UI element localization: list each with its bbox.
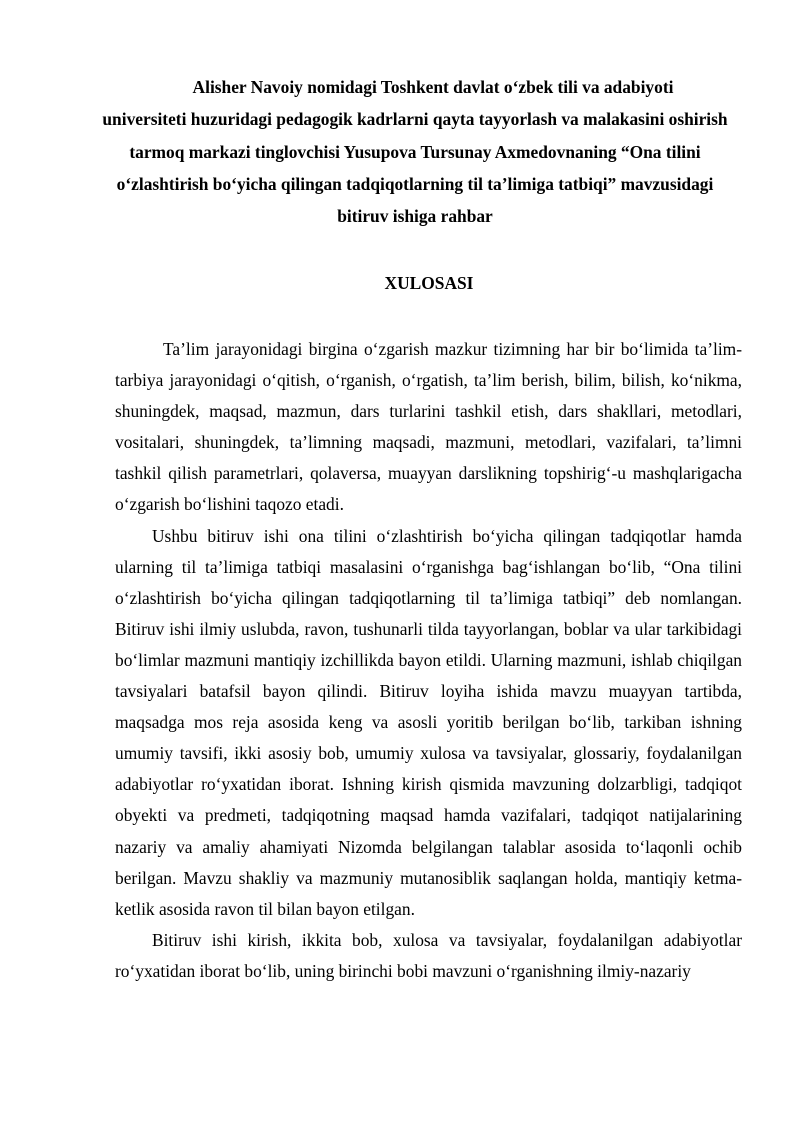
body-text (115, 334, 742, 987)
section-heading: XULOSASI (384, 273, 474, 293)
title-line-1: Alisher Navoiy nomidagi Toshkent davlat o‘zbek tili va adabiyoti (192, 77, 674, 97)
paragraph-2: Ushbu bitiruv ishi ona tilini o‘zlashtirish bo‘yicha qilingan tadqiqotlar hamda ularning til ta’limiga tatbiqi masalasini o‘rganishga bag‘ishlangan bo‘lib, “Ona tilini o‘zlashtirish bo‘yicha qilingan tadqiqotlarning til ta’limiga tatbiqi” deb nomlangan. Bitiruv ishi ilmiy uslubda, ravon, tushunarli tilda tayyorlangan, boblar va ular tarkibidagi bo‘limlar mazmuni mantiqiy izchillikda bayon etildi. Ularning mazmuni, ishlab chiqilgan tavsiyalari batafsil bayon qilindi. Bitiruv loyiha ishida mavzu muayyan tartibda, maqsadga mos reja asosida keng va asosli yoritib berilgan bo‘lib, tarkiban ishning umumiy tavsifi, ikki asosiy bob, umumiy xulosa va tavsiyalar, glossariy, foydalanilgan adabiyotlar ro‘yxatidan iborat. Ishning kirish qismida mavzuning dolzarbligi, tadqiqot obyekti va predmeti, tadqiqotning maqsad hamda vazifalari, tadqiqot natijalarining nazariy va amaliy ahamiyati Nizomda belgilangan talablar asosida to‘laqonli ochib berilgan. Mavzu shakliy va mazmuniy mutanosiblik saqlangan holda, mantiqiy ketma-ketlik asosida ravon til bilan bayon etilgan. (115, 525, 742, 919)
document-title (100, 71, 730, 232)
title-continuation: universiteti huzuridagi pedagogik kadrlarni qayta tayyorlash va malakasini oshirish tarmoq markazi tinglovchisi Yusupova Tursunay Axmedovnaning “Ona tilini o‘zlashtirish bo‘yicha qilingan tadqiqotlarning til ta’limiga tatbiqi” mavzusidagi bitiruv ishiga rahbar (102, 109, 728, 227)
paragraph-3: Bitiruv ishi kirish, ikkita bob, xulosa va tavsiyalar, foydalanilgan adabiyotlar ro‘yxatidan iborat bo‘lib, uning birinchi bobi mavzuni o‘rganishning ilmiy-nazariy (115, 929, 742, 981)
paragraph-1: Ta’lim jarayonidagi birgina o‘zgarish mazkur tizimning har bir bo‘limida ta’lim-tarbiya jarayonidagi o‘qitish, o‘rganish, o‘rgatish, ta’lim berish, bilim, bilish, ko‘nikma, shuningdek, maqsad, mazmun, dars turlarini tashkil etish, dars shakllari, metodlari, vositalari, shuningdek, ta’limning maqsadi, mazmuni, metodlari, vazifalari, ta’limni tashkil qilish parametrlari, qolaversa, muayyan darslikning topshirig‘-u mashqlarigacha o‘zgarish bo‘lishini taqozo etadi. (115, 339, 742, 515)
